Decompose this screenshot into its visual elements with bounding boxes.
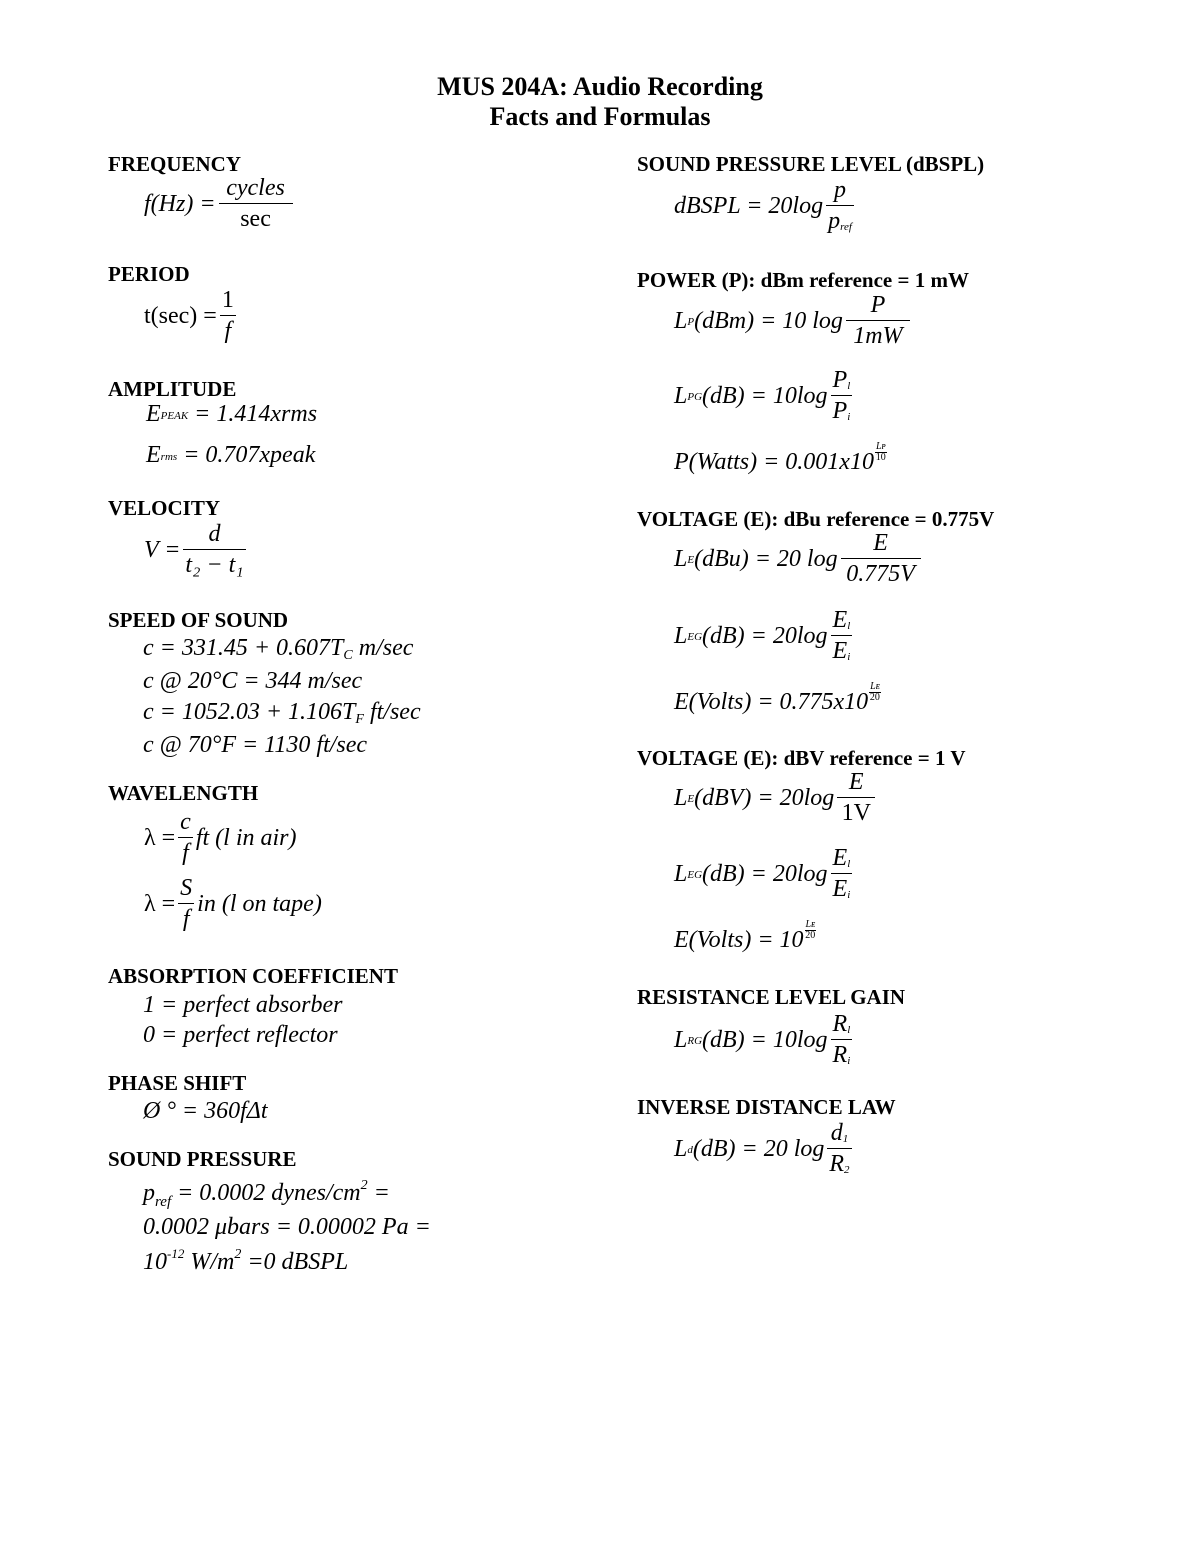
dbu-f1-rest: (dBu) = 20 log xyxy=(694,545,838,572)
heading-period: PERIOD xyxy=(108,262,190,286)
inverse-rest: (dB) = 20 log xyxy=(692,1135,825,1162)
sp-l3-sup: -12 xyxy=(167,1246,185,1261)
dbv-f2-denominator xyxy=(831,873,853,901)
power-f2-num-var: P xyxy=(832,367,848,393)
sp-l3-sup2: 2 xyxy=(234,1247,242,1262)
speed-line-3-tail: ft/sec xyxy=(363,699,421,725)
period-fraction xyxy=(220,288,236,343)
power-f1-numerator: P xyxy=(870,292,886,318)
dbu-f3-lhs: E(Volts) = 0.775x10 xyxy=(674,689,869,715)
formula-voltage-dbu xyxy=(674,531,924,586)
sound-pressure-line-2: 0.0002 μbars = 0.00002 Pa = xyxy=(143,1214,431,1240)
page-title: MUS 204A: Audio Recording xyxy=(437,72,763,101)
heading-power: POWER (P): dBm reference = 1 mW xyxy=(637,268,969,292)
frequency-lhs: f(Hz) = xyxy=(144,190,216,217)
wavelength-air-numerator: c xyxy=(180,809,191,835)
resistance-numerator xyxy=(831,1012,853,1039)
inverse-denominator xyxy=(827,1148,851,1176)
dbu-f1-denominator: 0.775V xyxy=(841,558,921,586)
formula-voltage-gain-dbv xyxy=(674,846,855,901)
frequency-numerator: cycles xyxy=(226,175,285,201)
spl-den-sub: ref xyxy=(840,221,852,233)
inverse-num-var: d xyxy=(830,1120,843,1146)
speed-line-1-sub: C xyxy=(343,648,353,663)
resistance-den-var: R xyxy=(832,1042,848,1068)
dbu-f1-var: L xyxy=(674,545,688,572)
wavelength-air-tail: ft (l in air) xyxy=(195,824,297,851)
dbu-f2-den-sub: i xyxy=(847,651,851,663)
inverse-num-sub: 1 xyxy=(842,1133,849,1145)
formula-amplitude-peak xyxy=(146,402,317,426)
formula-power-gain xyxy=(674,368,855,423)
formula-spl xyxy=(674,178,857,233)
speed-of-sound-line-4: c @ 70°F = 1130 ft/sec xyxy=(143,732,368,758)
wavelength-lhs-2: λ = xyxy=(144,890,176,917)
formula-power-dbm xyxy=(674,293,913,348)
dbu-f2-num-sub: l xyxy=(847,620,851,632)
power-f2-sub: PG xyxy=(687,391,703,403)
formula-amplitude-rms xyxy=(146,443,315,467)
power-f1-fraction xyxy=(846,293,910,348)
dbv-f2-num-sub: l xyxy=(847,858,851,870)
velocity-denominator: t₂ − t₁ xyxy=(183,549,245,577)
spl-den-var: p xyxy=(828,208,841,234)
amplitude-peak-sub: PEAK xyxy=(160,409,189,422)
dbv-f1-fraction xyxy=(837,770,875,825)
power-f1-sub: P xyxy=(687,316,695,328)
amplitude-rms-var: E xyxy=(146,442,161,468)
spl-fraction xyxy=(826,178,854,233)
heading-sound-pressure: SOUND PRESSURE xyxy=(108,1147,297,1171)
dbu-f2-var: L xyxy=(674,622,688,649)
formula-resistance xyxy=(674,1012,855,1067)
velocity-fraction xyxy=(183,522,245,577)
sound-pressure-line-1 xyxy=(143,1179,390,1211)
spl-lhs: dBSPL = 20log xyxy=(674,192,824,219)
dbu-f2-rest: (dB) = 20log xyxy=(702,622,828,649)
formula-velocity xyxy=(144,522,249,577)
wavelength-tape-tail: in (l on tape) xyxy=(197,890,322,917)
heading-frequency: FREQUENCY xyxy=(108,152,242,176)
period-numerator: 1 xyxy=(221,287,234,313)
dbv-f1-sub: E xyxy=(687,793,695,805)
dbv-f1-numerator: E xyxy=(848,769,864,795)
frequency-fraction xyxy=(219,176,293,231)
power-f2-numerator xyxy=(831,368,853,395)
resistance-denominator xyxy=(831,1039,853,1067)
spl-numerator: p xyxy=(834,177,847,203)
inverse-sub: d xyxy=(687,1144,693,1156)
formula-inverse-distance xyxy=(674,1121,855,1176)
amplitude-rms-rhs: = 0.707xpeak xyxy=(183,442,316,468)
sound-pressure-line-3 xyxy=(143,1248,348,1280)
heading-spl: SOUND PRESSURE LEVEL (dBSPL) xyxy=(637,152,985,176)
dbv-f2-numerator xyxy=(831,846,853,873)
wavelength-air-denominator: f xyxy=(178,837,193,865)
dbv-f2-num-var: E xyxy=(832,845,848,871)
power-f2-rest: (dB) = 10log xyxy=(702,382,828,409)
power-f3-exponent xyxy=(875,442,887,463)
spl-denominator xyxy=(826,205,854,233)
dbu-f2-num-var: E xyxy=(832,607,848,633)
heading-speed-of-sound: SPEED OF SOUND xyxy=(108,608,289,632)
heading-wavelength: WAVELENGTH xyxy=(108,781,259,805)
resistance-rest: (dB) = 10log xyxy=(702,1026,828,1053)
resistance-fraction xyxy=(831,1012,853,1067)
heading-absorption-coefficient: ABSORPTION COEFFICIENT xyxy=(108,964,398,988)
sp-l3-b: W/m xyxy=(184,1249,235,1275)
dbu-f1-numerator: E xyxy=(873,530,888,556)
period-lhs: t(sec) = xyxy=(144,302,217,329)
dbv-f2-sub: EG xyxy=(687,869,703,881)
power-f2-fraction xyxy=(831,368,853,423)
resistance-num-var: R xyxy=(832,1011,848,1037)
sp-l1-sub: ref xyxy=(155,1194,172,1210)
power-f2-den-var: P xyxy=(832,398,848,424)
power-f1-rest: (dBm) = 10 log xyxy=(694,307,843,334)
power-f3-lhs: P(Watts) = 0.001x10 xyxy=(674,449,874,475)
formula-wavelength-tape xyxy=(144,876,322,931)
dbu-f3-exp-den: 20 xyxy=(869,691,880,703)
dbu-f2-den-var: E xyxy=(832,638,848,664)
formula-wavelength-air xyxy=(144,810,297,865)
heading-voltage-dbu: VOLTAGE (E): dBu reference = 0.775V xyxy=(637,507,995,531)
velocity-numerator: d xyxy=(208,521,221,547)
speed-of-sound-line-1 xyxy=(143,634,413,666)
power-f2-den-sub: i xyxy=(847,411,851,423)
speed-of-sound-line-3 xyxy=(143,698,421,730)
inverse-numerator xyxy=(829,1121,851,1148)
wavelength-tape-denominator: f xyxy=(178,903,194,931)
page-subtitle: Facts and Formulas xyxy=(489,102,711,131)
wavelength-lhs-1: λ = xyxy=(144,824,176,851)
heading-amplitude: AMPLITUDE xyxy=(108,377,237,401)
resistance-var: L xyxy=(674,1026,688,1053)
dbu-f2-denominator xyxy=(831,635,853,663)
resistance-sub: RG xyxy=(687,1035,703,1047)
dbv-f2-var: L xyxy=(674,860,688,887)
wavelength-tape-fraction xyxy=(178,876,194,931)
dbu-f2-fraction xyxy=(831,608,853,663)
power-f1-denominator: 1mW xyxy=(846,320,910,348)
power-f3-exp-den: 10 xyxy=(875,451,886,463)
absorption-line-1: 1 = perfect absorber xyxy=(143,992,343,1018)
resistance-num-sub: l xyxy=(847,1024,851,1036)
heading-velocity: VELOCITY xyxy=(108,496,221,520)
sp-l1-a: p xyxy=(143,1180,155,1206)
speed-line-3-sub: F xyxy=(355,712,364,727)
frequency-denominator: sec xyxy=(219,203,293,231)
inverse-den-sub: 2 xyxy=(844,1164,850,1176)
sp-l3-c: =0 dBSPL xyxy=(241,1249,349,1275)
dbv-f2-rest: (dB) = 20log xyxy=(702,860,828,887)
formula-voltage-gain-dbu xyxy=(674,608,855,663)
dbv-f3-exp-num: Lᴇ xyxy=(805,918,815,930)
power-f3-exp-num: Lᴘ xyxy=(875,440,886,452)
formula-frequency xyxy=(144,176,296,231)
dbv-f2-den-var: E xyxy=(832,876,848,902)
dbu-f1-fraction xyxy=(841,531,921,586)
dbv-f2-den-sub: i xyxy=(847,889,851,901)
velocity-lhs: V = xyxy=(144,536,181,563)
power-f2-denominator xyxy=(831,395,853,423)
period-denominator: f xyxy=(220,315,236,343)
speed-line-1-text: c = 331.45 + 0.607T xyxy=(143,635,344,661)
sp-l3-a: 10 xyxy=(143,1249,167,1275)
inverse-fraction xyxy=(827,1121,851,1176)
power-f1-var: L xyxy=(674,307,688,334)
dbv-f1-denominator: 1V xyxy=(837,797,875,825)
wavelength-tape-numerator: S xyxy=(180,875,193,901)
sp-l1-sup: 2 xyxy=(360,1178,368,1193)
formula-voltage-volts-dbv xyxy=(674,918,816,953)
dbv-f1-rest: (dBV) = 20log xyxy=(694,784,835,811)
amplitude-peak-var: E xyxy=(146,401,161,427)
dbv-f3-exponent xyxy=(805,920,816,941)
heading-inverse-distance-law: INVERSE DISTANCE LAW xyxy=(637,1095,896,1119)
dbu-f2-numerator xyxy=(831,608,853,635)
speed-of-sound-line-2: c @ 20°C = 344 m/sec xyxy=(143,668,363,694)
amplitude-rms-sub: rms xyxy=(160,450,178,463)
inverse-var: L xyxy=(674,1135,688,1162)
dbu-f1-sub: E xyxy=(687,554,695,566)
power-f2-var: L xyxy=(674,382,688,409)
amplitude-peak-rhs: = 1.414xrms xyxy=(194,401,318,427)
dbu-f2-sub: EG xyxy=(687,631,703,643)
inverse-den-var: R xyxy=(829,1151,845,1177)
power-f2-num-sub: l xyxy=(847,380,851,392)
dbu-f3-exp-num: Lᴇ xyxy=(870,680,880,692)
dbv-f1-var: L xyxy=(674,784,688,811)
formula-period xyxy=(144,288,239,343)
formula-power-watts xyxy=(674,440,887,475)
dbv-f3-exp-den: 20 xyxy=(805,929,816,941)
formula-voltage-volts-dbu xyxy=(674,680,881,715)
heading-phase-shift: PHASE SHIFT xyxy=(108,1071,247,1095)
absorption-line-2: 0 = perfect reflector xyxy=(143,1022,338,1048)
dbu-f3-exponent xyxy=(869,682,880,703)
heading-voltage-dbv: VOLTAGE (E): dBV reference = 1 V xyxy=(637,746,966,770)
sp-l1-c: = xyxy=(367,1180,390,1206)
dbv-f3-lhs: E(Volts) = 10 xyxy=(674,927,804,953)
wavelength-air-fraction xyxy=(178,810,193,865)
resistance-den-sub: i xyxy=(847,1055,851,1067)
formula-voltage-dbv xyxy=(674,770,878,825)
speed-line-3-text: c = 1052.03 + 1.106T xyxy=(143,699,356,725)
phase-shift-formula: Ø ° = 360fΔt xyxy=(143,1098,268,1124)
dbv-f2-fraction xyxy=(831,846,853,901)
speed-line-1-tail: m/sec xyxy=(352,635,414,661)
heading-resistance-level-gain: RESISTANCE LEVEL GAIN xyxy=(637,985,906,1009)
sp-l1-b: = 0.0002 dynes/cm xyxy=(171,1180,361,1206)
